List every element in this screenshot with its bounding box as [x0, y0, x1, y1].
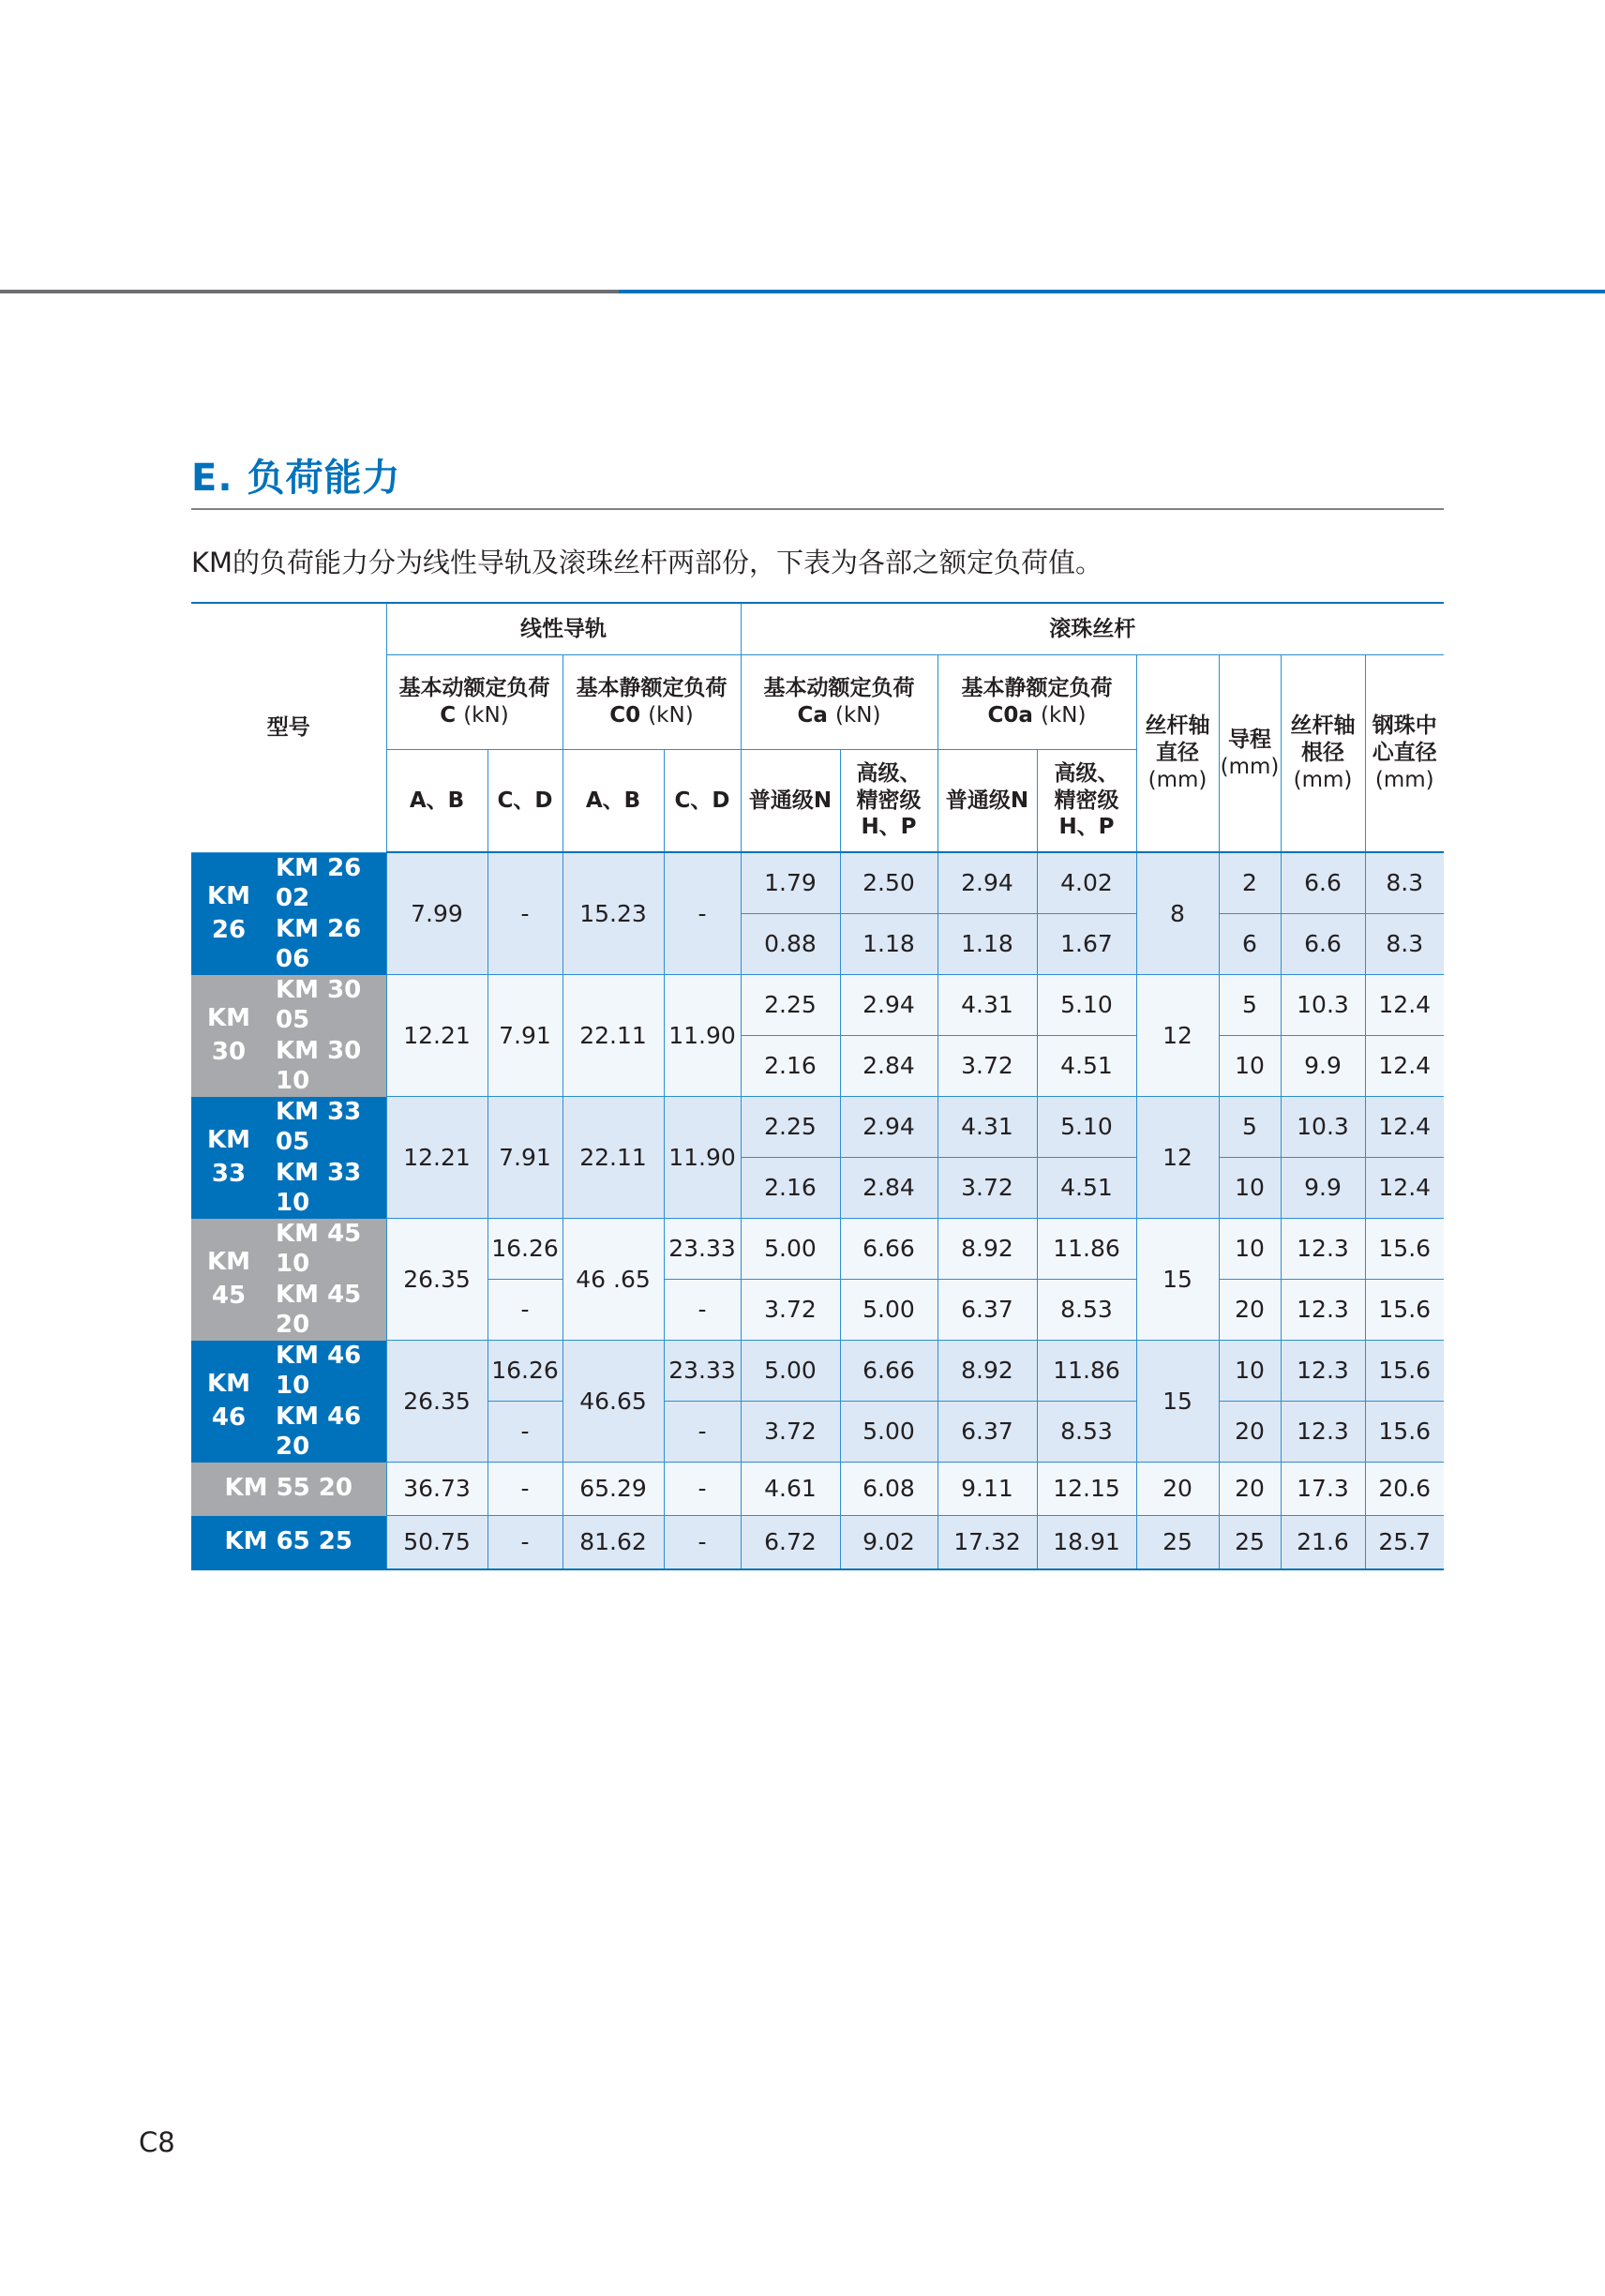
cell-c0a-n: 8.92 [938, 1219, 1037, 1280]
lg-static-load-header [562, 655, 741, 750]
cell-c0a-hp: 11.86 [1037, 1219, 1136, 1280]
cell-lead: 10 [1219, 1341, 1281, 1402]
bs-dyn-high-header [840, 750, 938, 853]
cell-lead: 10 [1219, 1158, 1281, 1219]
cell-c-ab: 26.35 [386, 1341, 488, 1463]
ball-diameter-header [1365, 655, 1444, 853]
cell-root: 12.3 [1281, 1341, 1365, 1402]
cell-c0-ab: 46.65 [562, 1341, 664, 1463]
cell-root: 12.3 [1281, 1219, 1365, 1280]
cell-lead: 6 [1219, 914, 1281, 975]
cell-c-ab: 12.21 [386, 1097, 488, 1219]
cell-c0a-hp: 4.51 [1037, 1158, 1136, 1219]
cell-c0-ab: 15.23 [562, 852, 664, 975]
cell-ball: 12.4 [1365, 1158, 1444, 1219]
cell-lead: 10 [1219, 1219, 1281, 1280]
screw-diameter-unit: (mm) [1148, 767, 1208, 792]
header-rule-blue [619, 290, 1605, 293]
bs-static-load-header [938, 655, 1136, 750]
cell-c0a-hp: 8.53 [1037, 1402, 1136, 1463]
table-row [191, 1516, 1444, 1570]
bs-dynamic-load-label: 基本动额定负荷 [763, 676, 915, 701]
model-cell: KM 46 10 [266, 1341, 386, 1402]
lead-unit: (mm) [1220, 754, 1280, 779]
cell-root: 9.9 [1281, 1158, 1365, 1219]
cell-ball: 8.3 [1365, 852, 1444, 914]
cell-lead: 5 [1219, 975, 1281, 1036]
ball-diameter-label: 钢珠中心直径 [1372, 713, 1437, 766]
bs-static-load-label: 基本静额定负荷 [961, 676, 1113, 701]
model-cell: KM 46 20 [266, 1402, 386, 1463]
group-text: KM 26 [206, 882, 251, 944]
group-text: KM 33 [206, 1126, 251, 1188]
cell-ca-hp: 2.84 [840, 1158, 938, 1219]
cell-c-cd: 16.26 [488, 1341, 562, 1402]
cell-screw-dia: 15 [1136, 1341, 1219, 1463]
cell-c0a-n: 3.72 [938, 1036, 1037, 1097]
cell-c0-ab: 65.29 [562, 1463, 664, 1516]
cell-ca-n: 5.00 [741, 1341, 840, 1402]
cell-lead: 20 [1219, 1463, 1281, 1516]
cell-ca-hp: 6.08 [840, 1463, 938, 1516]
hp-grade-label: H、P [861, 815, 917, 840]
cell-c0-ab: 46 .65 [562, 1219, 664, 1341]
model-cell: KM 30 10 [266, 1036, 386, 1097]
cell-c0-cd: 11.90 [664, 1097, 741, 1219]
cell-screw-dia: 25 [1136, 1516, 1219, 1570]
cell-c0a-n: 17.32 [938, 1516, 1037, 1570]
bs-dynamic-unit: (kN) [834, 703, 881, 728]
cell-c-cd: - [488, 1280, 562, 1341]
lg-dynamic-unit: (kN) [463, 703, 509, 728]
lg-dynamic-load-header [386, 655, 562, 750]
section-title: E. 负荷能力 [191, 457, 401, 500]
cell-c0a-n: 3.72 [938, 1158, 1037, 1219]
group-text: KM 45 [206, 1248, 251, 1310]
model-cell: KM 26 06 [266, 914, 386, 975]
cell-c-cd: 7.91 [488, 1097, 562, 1219]
hp-grade-label: H、P [1058, 815, 1115, 840]
model-cell: KM 30 05 [266, 975, 386, 1036]
lg-static-symbol: C0 [609, 703, 641, 728]
lg-static-unit: (kN) [648, 703, 694, 728]
cell-root: 21.6 [1281, 1516, 1365, 1570]
cell-ca-n: 4.61 [741, 1463, 840, 1516]
cell-c0-cd: 23.33 [664, 1341, 741, 1402]
cell-ca-hp: 2.94 [840, 975, 938, 1036]
lg-dynamic-symbol: C [440, 703, 457, 728]
bs-dynamic-symbol: Ca [797, 703, 828, 728]
group-text: KM 46 [206, 1370, 251, 1432]
cell-ca-n: 2.16 [741, 1158, 840, 1219]
lg-static-load-label: 基本静额定负荷 [576, 676, 728, 701]
cell-ca-hp: 5.00 [840, 1402, 938, 1463]
cell-c0a-hp: 11.86 [1037, 1341, 1136, 1402]
screw-diameter-label: 丝杆轴直径 [1145, 713, 1210, 766]
table-row [191, 1036, 1444, 1097]
cell-ca-hp: 6.66 [840, 1219, 938, 1280]
group-label-km33 [191, 1097, 266, 1219]
ball-screw-header: 滚珠丝杆 [741, 603, 1444, 655]
group-label-km26 [191, 852, 266, 975]
cell-c0-cd: 11.90 [664, 975, 741, 1097]
screw-diameter-header [1136, 655, 1219, 853]
cell-ball: 8.3 [1365, 914, 1444, 975]
table-row [191, 1402, 1444, 1463]
ball-diameter-unit: (mm) [1374, 767, 1434, 792]
cell-ball: 20.6 [1365, 1463, 1444, 1516]
group-label-km45 [191, 1219, 266, 1341]
cell-ca-n: 2.16 [741, 1036, 840, 1097]
cell-c0a-n: 6.37 [938, 1280, 1037, 1341]
cell-ca-hp: 9.02 [840, 1516, 938, 1570]
model-cell: KM 33 05 [266, 1097, 386, 1158]
linear-guide-header: 线性导轨 [386, 603, 741, 655]
lead-label: 导程 [1228, 727, 1271, 752]
high-grade-label: 高级、 [1054, 760, 1119, 786]
group-text: KM 30 [206, 1004, 251, 1066]
cell-root: 12.3 [1281, 1280, 1365, 1341]
cell-ca-n: 2.25 [741, 975, 840, 1036]
cell-root: 10.3 [1281, 1097, 1365, 1158]
cell-root: 9.9 [1281, 1036, 1365, 1097]
cell-screw-dia: 20 [1136, 1463, 1219, 1516]
cell-c0-cd: 23.33 [664, 1219, 741, 1280]
cell-c0a-n: 9.11 [938, 1463, 1037, 1516]
cell-c0-cd: - [664, 1516, 741, 1570]
bs-stat-high-header [1037, 750, 1136, 853]
cell-c-cd: 7.91 [488, 975, 562, 1097]
cell-ca-n: 2.25 [741, 1097, 840, 1158]
cell-ball: 15.6 [1365, 1280, 1444, 1341]
cell-lead: 20 [1219, 1402, 1281, 1463]
cell-lead: 20 [1219, 1280, 1281, 1341]
cell-c-ab: 26.35 [386, 1219, 488, 1341]
cell-c-cd: - [488, 1516, 562, 1570]
cell-ball: 12.4 [1365, 1036, 1444, 1097]
cell-c0a-n: 4.31 [938, 1097, 1037, 1158]
cell-ball: 25.7 [1365, 1516, 1444, 1570]
bs-stat-normal-header: 普通级N [938, 750, 1037, 853]
cell-ca-hp: 6.66 [840, 1341, 938, 1402]
lead-header [1219, 655, 1281, 853]
lg-dynamic-load-label: 基本动额定负荷 [398, 676, 550, 701]
cell-c0a-n: 6.37 [938, 1402, 1037, 1463]
cell-ca-hp: 2.50 [840, 852, 938, 914]
bs-dyn-normal-header: 普通级N [741, 750, 840, 853]
cell-ca-hp: 2.94 [840, 1097, 938, 1158]
root-diameter-header [1281, 655, 1365, 853]
cell-c0-cd: - [664, 1463, 741, 1516]
cell-lead: 5 [1219, 1097, 1281, 1158]
cell-ball: 15.6 [1365, 1341, 1444, 1402]
cell-ca-n: 0.88 [741, 914, 840, 975]
root-diameter-label: 丝杆轴根径 [1290, 713, 1356, 766]
cell-root: 12.3 [1281, 1402, 1365, 1463]
cell-c0a-hp: 8.53 [1037, 1280, 1136, 1341]
cell-ca-hp: 5.00 [840, 1280, 938, 1341]
model-header: 型号 [191, 603, 386, 852]
table-row [191, 1097, 1444, 1158]
cell-c0a-n: 4.31 [938, 975, 1037, 1036]
table-row [191, 914, 1444, 975]
root-diameter-unit: (mm) [1293, 767, 1353, 792]
precision-grade-label: 精密级 [856, 788, 922, 813]
table-row [191, 975, 1444, 1036]
cell-ca-hp: 1.18 [840, 914, 938, 975]
cell-c0a-hp: 18.91 [1037, 1516, 1136, 1570]
header-rule-gray [0, 290, 619, 293]
cell-root: 6.6 [1281, 852, 1365, 914]
cell-c0a-hp: 4.51 [1037, 1036, 1136, 1097]
cell-ball: 15.6 [1365, 1219, 1444, 1280]
cell-lead: 2 [1219, 852, 1281, 914]
lg-dyn-ab-header: A、B [386, 750, 488, 853]
model-cell: KM 65 25 [191, 1516, 386, 1570]
cell-c-ab: 50.75 [386, 1516, 488, 1570]
cell-lead: 10 [1219, 1036, 1281, 1097]
model-cell: KM 26 02 [266, 852, 386, 914]
cell-c0a-hp: 5.10 [1037, 1097, 1136, 1158]
cell-c0a-n: 8.92 [938, 1341, 1037, 1402]
cell-c-ab: 7.99 [386, 852, 488, 975]
table-row [191, 852, 1444, 914]
title-divider [191, 508, 1444, 510]
cell-screw-dia: 8 [1136, 852, 1219, 975]
bs-static-unit: (kN) [1040, 703, 1087, 728]
cell-root: 10.3 [1281, 975, 1365, 1036]
model-cell: KM 45 20 [266, 1280, 386, 1341]
cell-c0a-hp: 12.15 [1037, 1463, 1136, 1516]
cell-c0a-n: 1.18 [938, 914, 1037, 975]
load-capacity-table [191, 602, 1444, 1570]
cell-ca-n: 3.72 [741, 1280, 840, 1341]
cell-ball: 12.4 [1365, 1097, 1444, 1158]
table-row [191, 1158, 1444, 1219]
page-number: C8 [139, 2126, 175, 2158]
cell-c0a-hp: 4.02 [1037, 852, 1136, 914]
cell-c-cd: - [488, 1402, 562, 1463]
cell-c0-cd: - [664, 852, 741, 975]
bs-static-symbol: C0a [987, 703, 1033, 728]
cell-ball: 15.6 [1365, 1402, 1444, 1463]
high-grade-label: 高级、 [856, 760, 922, 786]
cell-c-cd: - [488, 852, 562, 975]
table-row [191, 1341, 1444, 1402]
cell-root: 17.3 [1281, 1463, 1365, 1516]
bs-dynamic-load-header [741, 655, 938, 750]
cell-c0a-n: 2.94 [938, 852, 1037, 914]
cell-c-cd: - [488, 1463, 562, 1516]
table-row [191, 1280, 1444, 1341]
cell-ca-n: 5.00 [741, 1219, 840, 1280]
cell-c-ab: 36.73 [386, 1463, 488, 1516]
cell-screw-dia: 15 [1136, 1219, 1219, 1341]
cell-c0-cd: - [664, 1280, 741, 1341]
table-row [191, 1219, 1444, 1280]
cell-lead: 25 [1219, 1516, 1281, 1570]
cell-ca-n: 1.79 [741, 852, 840, 914]
group-label-km46 [191, 1341, 266, 1463]
cell-ca-n: 3.72 [741, 1402, 840, 1463]
cell-c0-ab: 22.11 [562, 1097, 664, 1219]
cell-c0a-hp: 5.10 [1037, 975, 1136, 1036]
model-cell: KM 55 20 [191, 1463, 386, 1516]
cell-c-cd: 16.26 [488, 1219, 562, 1280]
cell-c0-ab: 81.62 [562, 1516, 664, 1570]
precision-grade-label: 精密级 [1054, 788, 1119, 813]
model-cell: KM 33 10 [266, 1158, 386, 1219]
cell-ca-n: 6.72 [741, 1516, 840, 1570]
cell-c0a-hp: 1.67 [1037, 914, 1136, 975]
lg-stat-cd-header: C、D [664, 750, 741, 853]
intro-text: KM的负荷能力分为线性导轨及滚珠丝杆两部份，下表为各部之额定负荷值。 [191, 547, 1103, 578]
cell-c0-cd: - [664, 1402, 741, 1463]
model-cell: KM 45 10 [266, 1219, 386, 1280]
cell-ball: 12.4 [1365, 975, 1444, 1036]
cell-root: 6.6 [1281, 914, 1365, 975]
cell-c0-ab: 22.11 [562, 975, 664, 1097]
cell-screw-dia: 12 [1136, 1097, 1219, 1219]
lg-stat-ab-header: A、B [562, 750, 664, 853]
lg-dyn-cd-header: C、D [488, 750, 562, 853]
group-label-km30 [191, 975, 266, 1097]
table-row [191, 1463, 1444, 1516]
cell-c-ab: 12.21 [386, 975, 488, 1097]
cell-ca-hp: 2.84 [840, 1036, 938, 1097]
cell-screw-dia: 12 [1136, 975, 1219, 1097]
